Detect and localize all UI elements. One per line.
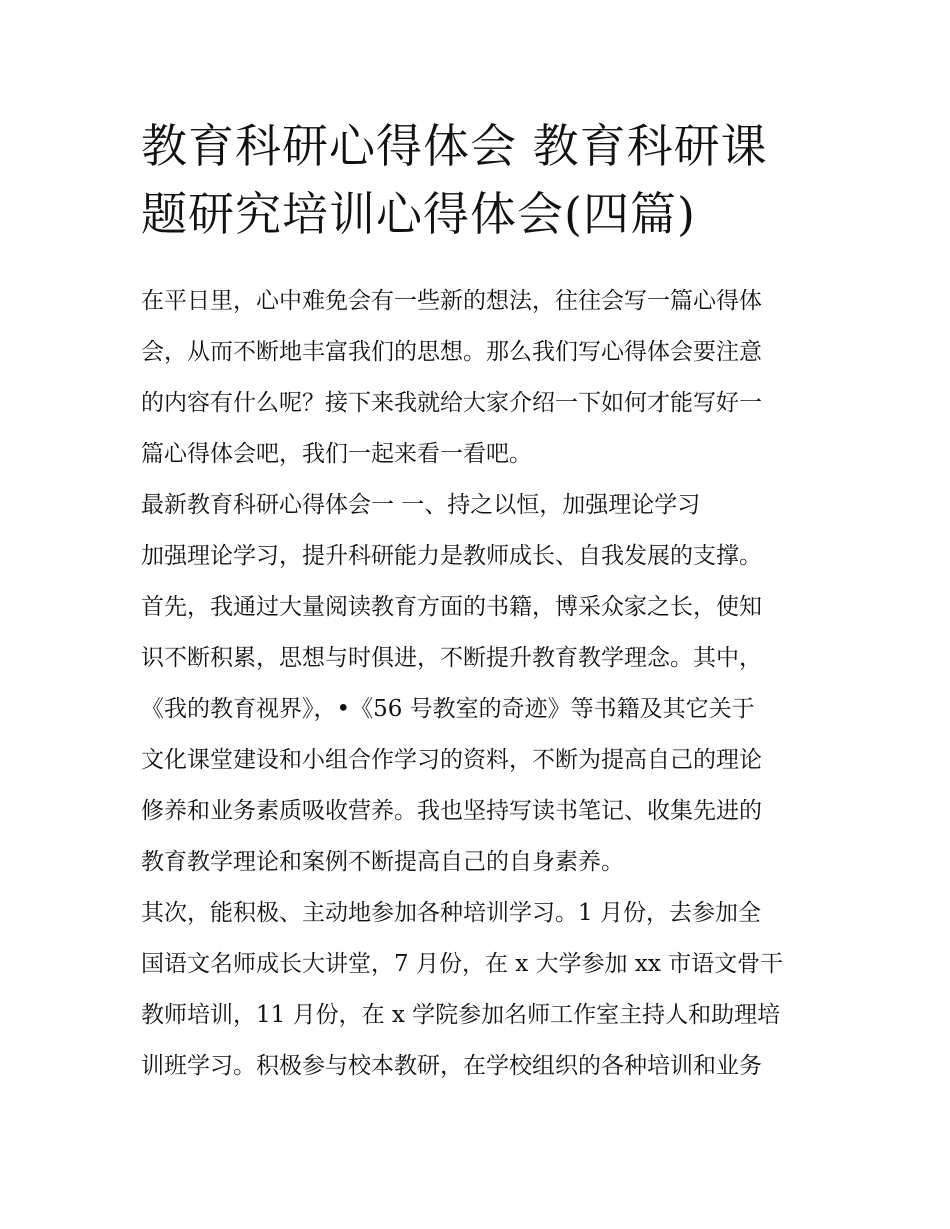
text-line: 教师培训，11 月份，在 x 学院参加名师工作室主持人和助理培	[141, 1002, 781, 1028]
text-line: 首先，我通过大量阅读教育方面的书籍，博采众家之长，使知	[141, 594, 762, 620]
title-line: 题研究培训心得体会(四篇)	[141, 187, 696, 241]
text-line: 识不断积累，思想与时俱进，不断提升教育教学理念。其中，	[141, 645, 762, 671]
text-line: 《我的教育视界》，•《56 号教室的奇迹》等书籍及其它关于	[141, 696, 755, 722]
text-line: 的内容有什么呢？接下来我就给大家介绍一下如何才能写好一	[141, 390, 762, 416]
text-line: 篇心得体会吧，我们一起来看一看吧。	[141, 441, 532, 467]
text-line: 国语文名师成长大讲堂，7 月份，在 x 大学参加 xx 市语文骨干	[141, 951, 784, 977]
text-line: 教育教学理论和案例不断提高自己的自身素养。	[141, 849, 624, 875]
text-line: 其次，能积极、主动地参加各种培训学习。1 月份，去参加全	[141, 900, 761, 926]
document-title	[141, 112, 821, 248]
text-line: 在平日里，心中难免会有一些新的想法，往往会写一篇心得体	[141, 288, 762, 314]
text-line: 加强理论学习，提升科研能力是教师成长、自我发展的支撑。	[141, 543, 762, 569]
section-heading-line: 最新教育科研心得体会一 一、持之以恒，加强理论学习	[141, 492, 701, 518]
text-line: 文化课堂建设和小组合作学习的资料，不断为提高自己的理论	[141, 747, 762, 773]
title-line: 教育科研心得体会 教育科研课	[141, 119, 768, 173]
text-line: 修养和业务素质吸收营养。我也坚持写读书笔记、收集先进的	[141, 798, 762, 824]
text-line: 会，从而不断地丰富我们的思想。那么我们写心得体会要注意	[141, 339, 762, 365]
document-body	[141, 276, 821, 1092]
text-line: 训班学习。积极参与校本教研，在学校组织的各种培训和业务	[141, 1053, 762, 1079]
